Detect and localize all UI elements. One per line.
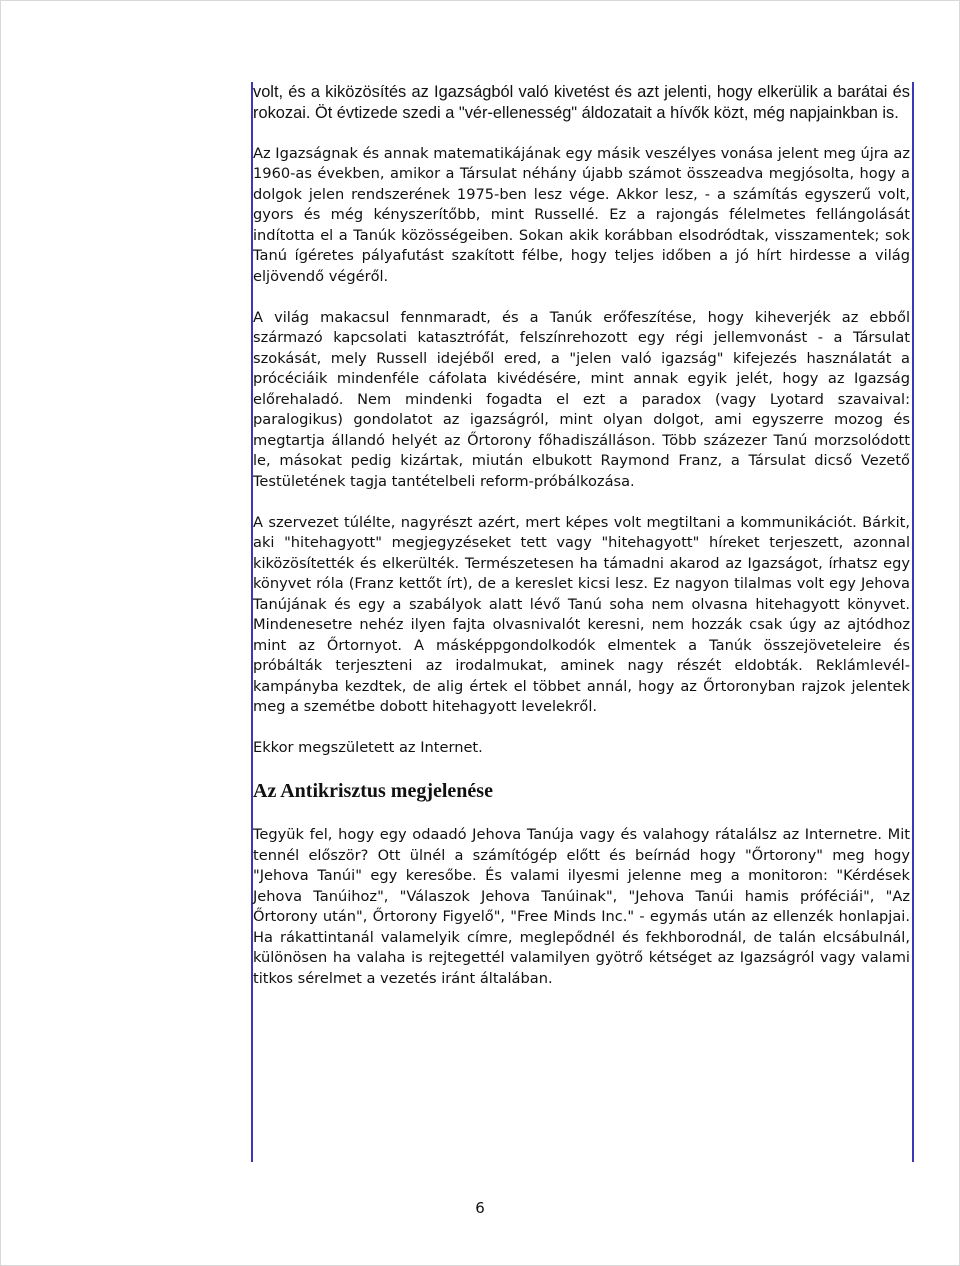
paragraph-6: Tegyük fel, hogy egy odaadó Jehova Tanúja vagy és valahogy rátalálsz az Internetre. Mit tennél először? Ott ülnél a számítógép előtt és beírnád hogy "Őrtorony" meg hogy "Jehova Tanúi" egy keresőbe. És valami ilyesmi jelenne meg a monitoron: "Kérdések Jehova Tanúihoz", "Válaszok Jehova Tanúinak", "Jehova Tanúi hamis próféciái", "Az Őrtorony után", Őrtorony Figyelő", "Free Minds Inc." - egymás után az ellenzék honlapjai. Ha rákattintanál valamelyik címre, meglepődnél és fekhborodnál, de talán elcsábulnál, különösen ha valaha is rejtegettél valamilyen gyötrő kétséget az Igazságról vagy valami titkos sérelmet a vezetés iránt általában. (253, 826, 910, 987)
paragraph-2: Az Igazságnak és annak matematikájának egy másik veszélyes vonása jelent meg újra az 1960-as években, amikor a Társulat néhány újabb számot összeadva megjósolta, hogy a dolgok jelen rendszerének 1975-ben lesz vége. Akkor lesz, - a számítás egyszerű volt, gyors és még kényszerítőbb, mint Russellé. Ez a rajongás félelmetes fellángolását indította el a Tanúk közösségeiben. Sokan akik korábban elsodródtak, visszamentek; sok Tanú ígéretes pályafutást szakított félbe, hogy teljes időben a jó hírt hirdesse a világ eljövendő végéről. (253, 144, 910, 285)
paragraph-3: A világ makacsul fennmaradt, és a Tanúk erőfeszítése, hogy kiheverjék az ebből származó kapcsolati katasztrófát, felszínrehozott egy régi jellemvonást - a Társulat szokását, mely Russell idejéből ered, a "jelen való igazság" kifejezés használatát a prócéciáik mindenféle cáfolata kivédésére, mint annak egyik jelét, hogy az Igazság előrehaladó. Nem mindenki fogadta el ezt a paradox (vagy Lyotard szavaival: paralogikus) gondolatot az igazságról, mint olyan dolgot, ami egyszerre mozog és megtartja állandó helyét az Őrtorony főhadiszálláson. Több százezer Tanú morzsolódott le, másokat pedig kizártak, miután elbukott Raymond Franz, a Társulat dicső Vezető Testületének tagja tantételbeli reform-próbálkozása. (253, 308, 910, 490)
section-heading: Az Antikrisztus megjelenése (253, 780, 493, 802)
paragraph-5: Ekkor megszületett az Internet. (253, 739, 483, 756)
document-body (253, 82, 910, 1010)
paragraph-4: A szervezet túlélte, nagyrészt azért, mert képes volt megtiltani a kommunikációt. Bárkit, aki "hitehagyott" megjegyzéseket tett vagy "hitehagyott" híreket terjeszett, azonnal kiközösítették és elkerülték. Természetesen ha támadni akarod az Igazságot, írhatsz egy könyvet róla (Franz kettőt írt), de a kereslet kicsi lesz. Ez nagyon tilalmas volt egy Jehova Tanújának és egy a szabályok alatt lévő Tanú soha nem olvasna hitehagyott könyvet. Mindenesetre nehéz ilyen fajta olvasnivalót keresni, nem hozzák csak úgy az ajtódhoz mint az Őrtornyot. A másképpgondolkodók elmentek a Tanúk összejöveteleire és próbálták terjeszteni az irodalmukat, aminek nagy részét eldobták. Reklámlevél-kampányba kezdtek, de alig értek el többet annál, hogy az Őrtoronyban rajzok jelentek meg a szemétbe dobott hitehagyott levelekről. (253, 513, 910, 715)
page-number: 6 (475, 1199, 485, 1217)
paragraph-1: volt, és a kiközösítés az Igazságból való kivetést és azt jelenti, hogy elkerülik a barátai és rokozai. Öt évtizede szedi a "vér-ellenesség" áldozatait a hívők közt, még napjainkban is. (253, 83, 910, 122)
